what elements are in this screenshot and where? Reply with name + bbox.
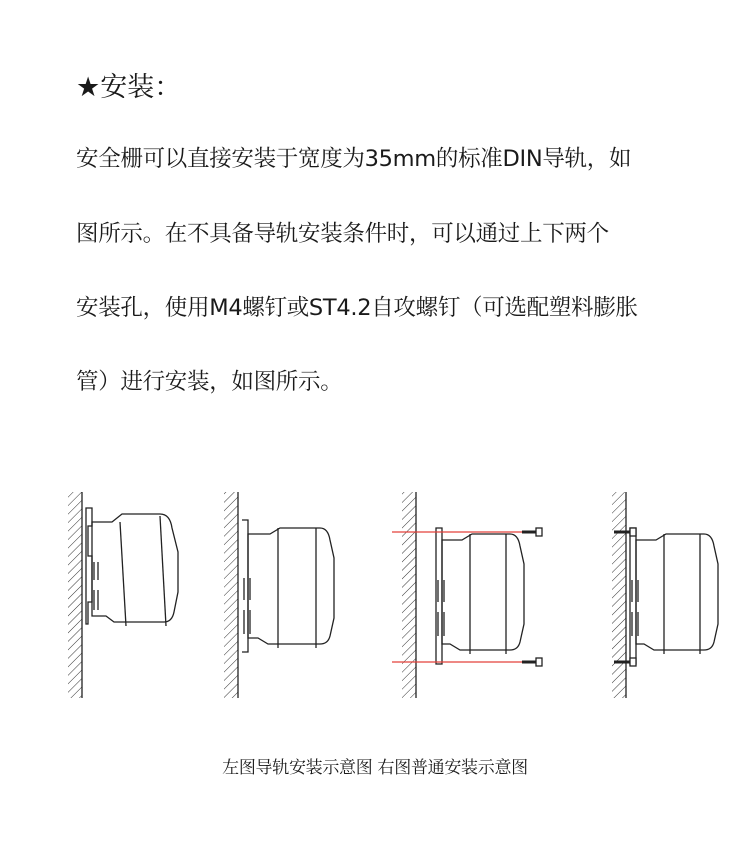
paragraph-line: 管）进行安装，如图所示。 xyxy=(76,369,343,395)
din-rail-mount-diagram-1 xyxy=(68,492,178,698)
installation-diagrams-svg xyxy=(0,480,750,710)
din-rail-mount-diagram-2 xyxy=(224,492,334,698)
top-screw-icon xyxy=(522,528,542,536)
figure-caption: 左图导轨安装示意图 右图普通安装示意图 xyxy=(222,758,528,778)
screw-mount-diagram-before xyxy=(402,492,542,698)
paragraph-line: 图所示。在不具备导轨安装条件时，可以通过上下两个 xyxy=(76,221,609,247)
screw-mount-diagram-after xyxy=(612,492,718,698)
paragraph-line: 安全栅可以直接安装于宽度为35mm的标准DIN导轨，如 xyxy=(76,146,632,172)
bottom-screw-icon xyxy=(522,658,542,666)
paragraph-line: 安装孔，使用M4螺钉或ST4.2自攻螺钉（可选配塑料膨胀 xyxy=(76,295,638,321)
installation-figure xyxy=(0,480,750,710)
section-heading: ★安装： xyxy=(76,72,182,103)
